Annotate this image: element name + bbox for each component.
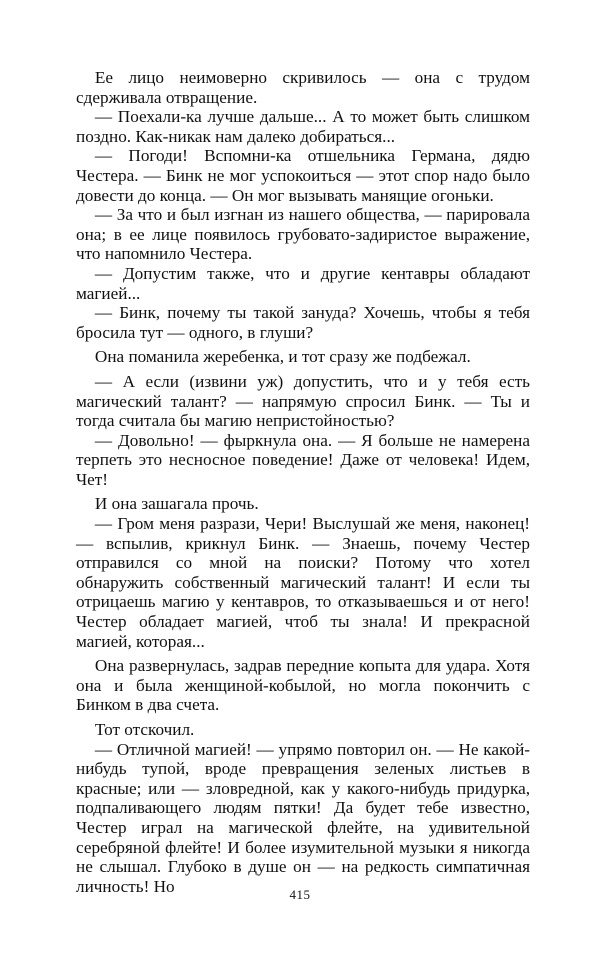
paragraph-5: — Допустим также, что и другие кентавры обладают магией...: [76, 263, 530, 303]
paragraph-4: — За что и был изгнан из нашего общества, — парировала она; в ее лице появилось грубовато-задиристое выражение, что напомнило Честера.: [76, 205, 530, 264]
paragraph-6: — Бинк, почему ты такой зануда? Хочешь, чтобы я тебя бросила тут — одного, в глуши?: [76, 303, 530, 342]
paragraph-1: Ее лицо неимоверно скривилось — она с трудом сдерживала отвращение.: [76, 68, 530, 107]
page-number: 415: [289, 887, 311, 902]
paragraph-11: — Гром меня разрази, Чери! Выслушай же меня, наконец! — вспылив, крикнул Бинк. — Знаешь, почему Честер отправился со мной на поиски? Потому что хотел обнаружить собственный магический талант! И если ты отрицаешь магию у кентавров, то отказываешься и от него! Честер обладает магией, чтоб ты знала! И прекрасной магией, которая...: [76, 514, 530, 651]
paragraph-12: Она развернулась, задрав передние копыта для удара. Хотя она и была женщиной-кобылой, но могла покончить с Бинком в два счета.: [76, 656, 530, 715]
paragraph-2: — Поехали-ка лучше дальше... А то может быть слишком поздно. Как-никак нам далеко добираться...: [76, 107, 530, 146]
paragraph-9: — Довольно! — фыркнула она. — Я больше не намерена терпеть это несносное поведение! Даже от человека! Идем, Чет!: [76, 430, 530, 489]
paragraph-3: — Погоди! Вспомни-ка отшельника Германа, дядю Честера. — Бинк не мог успокоиться — этот спор надо было довести до конца. — Он мог вызывать манящие огоньки.: [76, 146, 530, 205]
paragraph-7: Она поманила жеребенка, и тот сразу же подбежал.: [94, 347, 471, 367]
paragraph-10: И она зашагала прочь.: [94, 494, 259, 514]
paragraph-13: Тот отскочил.: [94, 720, 195, 739]
paragraph-8: — А если (извини уж) допустить, что и у тебя есть магический талант? — напрямую спросил Бинк. — Ты и тогда считала бы магию непристойностью?: [76, 371, 530, 431]
page-text-column: [76, 68, 530, 896]
paragraph-14: — Отличной магией! — упрямо повторил он. — Не какой-нибудь тупой, вроде превращения зеленых листьев в красные; или — зловредной, как у какого-нибудь придурка, подпаливающего людям пятки! Да будет тебе известно, Честер играл на магической флейте, на удивительной серебряной флейте! И более изумительной музыки я никогда не слышал. Глубоко в душе он — на редкость симпатичная личность! Но: [76, 739, 530, 896]
